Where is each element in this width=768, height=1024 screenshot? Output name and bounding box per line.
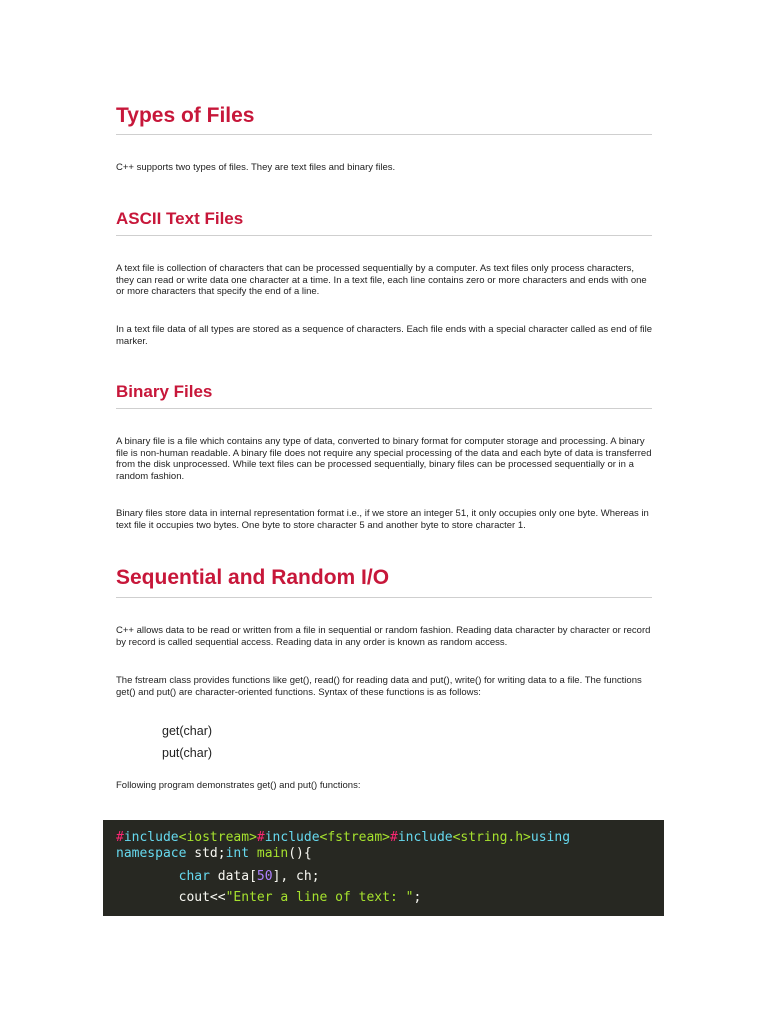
syntax-put-char: put(char) [162,746,213,760]
section-title-types-of-files: Types of Files [116,104,255,127]
code-token: std; [186,846,226,861]
code-token: 50 [256,869,273,884]
code-token: ; [413,890,422,905]
code-block [103,820,664,916]
code-token: "Enter a line of text: " [225,890,414,905]
section-divider [116,235,652,236]
code-line-1 [116,830,664,846]
code-token: # [116,830,124,845]
sequential-paragraph-2: The fstream class provides functions like get(), read() for reading data and put(), write() for writing data to a file. The functions get() and put() are character-oriented functions. Syntax of these functions is as follows: [116,675,642,698]
section-divider [116,597,652,598]
code-token [116,890,179,905]
code-token: char [178,869,210,884]
binary-paragraph-1: A binary file is a file which contains any type of data, converted to binary format for computer storage and processing. A binary file is non-human readable. A binary file does not require any special processing of the data and each byte of data is transferred from the disk unprocessed. While text files can be processed sequentially, binary files can be processed sequentially or in a random fashion. [116,436,652,482]
code-token: int [225,846,250,861]
section-divider [116,134,652,135]
ascii-paragraph-1: A text file is collection of characters that can be processed sequentially by a computer. As text files only process characters, they can read or write data one character at a time. In a text file, each line contains zero or more characters and ends with one or more characters that specify the end of a line. [116,263,647,297]
section-title-sequential-random-io: Sequential and Random I/O [116,566,390,589]
section-divider [116,408,652,409]
sequential-paragraph-1: C++ allows data to be read or written from a file in sequential or random fashion. Reading data character by character or record by record is called sequential access. Reading data in any order is known as random access. [116,625,651,648]
code-token: main [249,846,289,861]
code-token: namespace [116,846,187,861]
code-token [116,869,179,884]
code-token: cout<< [178,890,226,905]
code-line-4 [116,887,664,908]
code-token: include [264,830,320,845]
code-token: include [397,830,453,845]
section-title-ascii-text-files: ASCII Text Files [116,209,244,228]
code-token: <fstream> [319,830,390,845]
types-intro-paragraph: C++ supports two types of files. They are text files and binary files. [116,162,396,173]
code-token: <string.h> [452,830,531,845]
code-token: include [123,830,179,845]
code-token: <iostream> [178,830,257,845]
syntax-get-char: get(char) [162,724,213,738]
code-token: ], ch; [272,869,320,884]
code-token: using [530,830,571,845]
code-line-2 [116,846,664,862]
code-token: # [256,830,265,845]
binary-paragraph-2: Binary files store data in internal representation format i.e., if we store an integer 51, it only occupies only one byte. Whereas in text file it occupies two bytes. One byte to store character 5 and another byte to store character 1. [116,508,649,531]
ascii-paragraph-2: In a text file data of all types are stored as a sequence of characters. Each file ends with a special character called as end of file marker. [116,324,652,347]
code-token: (){ [288,846,312,861]
code-token: data[ [209,869,257,884]
code-listing [116,830,664,908]
code-line-3 [116,866,664,887]
code-token: # [389,830,398,845]
program-demo-caption: Following program demonstrates get() and put() functions: [116,780,361,791]
section-title-binary-files: Binary Files [116,382,213,401]
